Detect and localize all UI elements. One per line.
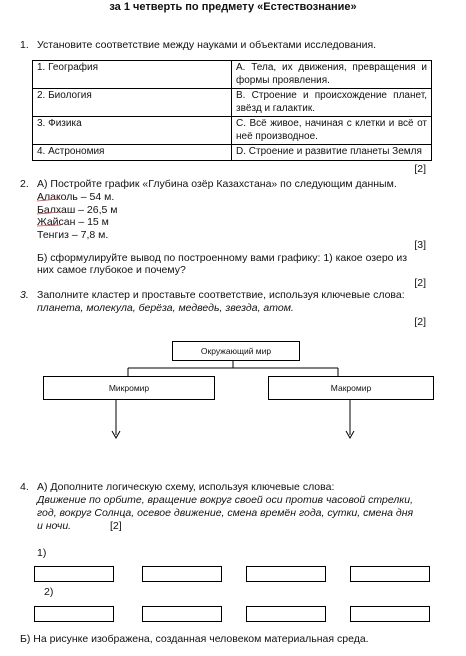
object-cell: B. Строение и происхождение планет, звёзд и галактик. xyxy=(232,89,432,117)
science-cell: 4. Астрономия xyxy=(33,145,232,161)
page-title: за 1 четверть по предмету «Естествознание» xyxy=(109,1,357,13)
q3-marks: [2] xyxy=(414,316,426,328)
science-cell: 3. Физика xyxy=(33,117,232,145)
q4-text: А) Дополните логическую схему, используя ключевые слова: xyxy=(37,481,335,493)
q2-b-text-1: Б) сформулируйте вывод по построенному вами графику: 1) какое озеро из xyxy=(37,252,408,264)
q3-text: Заполните кластер и проставьте соответствие, используя ключевые слова: xyxy=(37,289,405,301)
q4-marks: [2] xyxy=(110,520,122,532)
lake-item: Балхаш – 26,5 м xyxy=(37,203,118,216)
answer-box[interactable] xyxy=(142,606,222,622)
object-cell: D. Строение и развитие планеты Земля xyxy=(232,145,432,161)
table-row xyxy=(33,89,432,117)
answer-box[interactable] xyxy=(34,606,114,622)
q2-b-text-2: них самое глубокое и почему? xyxy=(37,264,186,276)
q2-a-marks: [3] xyxy=(414,239,426,251)
q3-number: 3. xyxy=(20,289,29,301)
answer-box[interactable] xyxy=(246,566,326,582)
q1-marks: [2] xyxy=(414,163,426,175)
lake-item: Тенгиз – 7,8 м. xyxy=(37,228,109,241)
lake-item: Алаколь – 54 м. xyxy=(37,191,115,203)
table-row xyxy=(33,61,432,89)
answer-box[interactable] xyxy=(34,566,114,582)
q4-keywords-1: Движение по орбите, вращение вокруг своей оси против часовой стрелки, xyxy=(37,494,414,506)
cluster-root-box: Окружающий мир xyxy=(172,341,300,361)
answer-box[interactable] xyxy=(350,606,430,622)
table-row xyxy=(33,117,432,145)
science-cell: 1. География xyxy=(33,61,232,89)
handwritten-marks xyxy=(35,190,95,235)
answer-box[interactable] xyxy=(246,606,326,622)
q4-keywords-2: год, вокруг Солнца, осевое движение, смена времён года, сутки, смена дня xyxy=(37,507,414,519)
matching-table xyxy=(32,60,432,161)
q2-number: 2. xyxy=(20,178,29,190)
q4-b-text: Б) На рисунке изображена, созданная человеком материальная среда. xyxy=(20,633,369,645)
answer-box[interactable] xyxy=(142,566,222,582)
science-cell: 2. Биология xyxy=(33,89,232,117)
cluster-micro-box: Микромир xyxy=(43,376,215,400)
scheme-label-2: 2) xyxy=(44,586,54,598)
lake-item: Жайсан – 15 м xyxy=(37,216,109,228)
cluster-macro-box: Макромир xyxy=(268,376,434,400)
q2-a-text: А) Постройте график «Глубина озёр Казахстана» по следующим данным. xyxy=(37,178,397,190)
q4-keywords-3: и ночи. xyxy=(37,520,72,532)
object-cell: C. Всё живое, начиная с клетки и всё от неё производное. xyxy=(232,117,432,145)
q4-number: 4. xyxy=(20,481,29,493)
scheme-label-1: 1) xyxy=(37,547,47,559)
q3-keywords: планета, молекула, берёза, медведь, звезда, атом. xyxy=(37,302,294,314)
q1-number: 1. xyxy=(20,39,29,51)
answer-box[interactable] xyxy=(350,566,430,582)
q1-text: Установите соответствие между науками и объектами исследования. xyxy=(37,39,377,51)
table-row xyxy=(33,145,432,161)
object-cell: A. Тела, их движения, превращения и формы проявления. xyxy=(232,61,432,89)
q2-b-marks: [2] xyxy=(414,277,426,289)
